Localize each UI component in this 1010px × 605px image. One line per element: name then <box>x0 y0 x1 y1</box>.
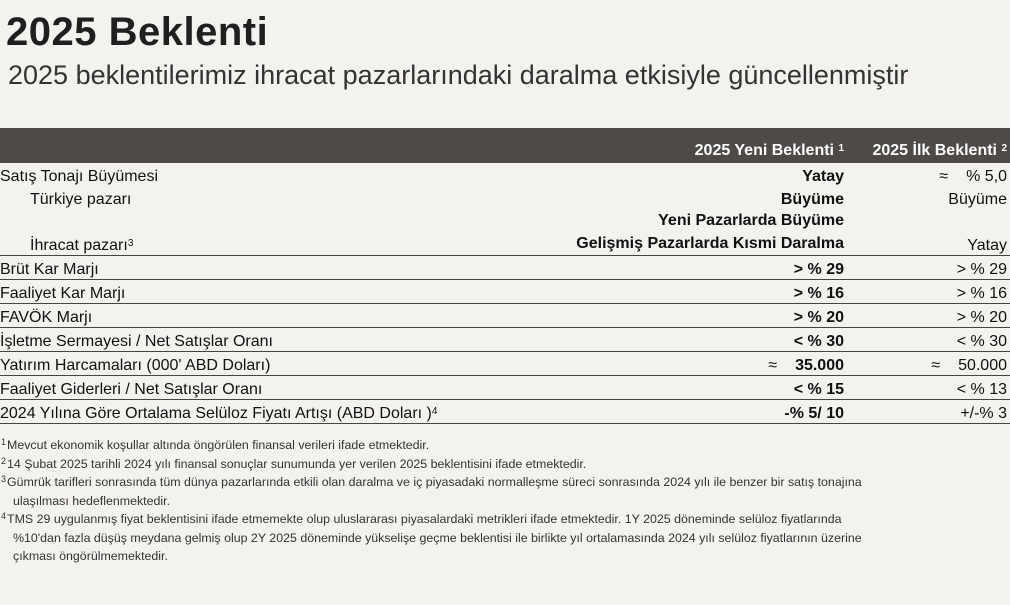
approx-symbol: ≈ <box>931 357 941 374</box>
page-subtitle: 2025 beklentilerimiz ihracat pazarlarındaki daralma etkisiyle güncellenmiştir <box>8 60 909 90</box>
table-row <box>0 163 1010 186</box>
new-value: Yeni Pazarlarda Büyüme Gelişmiş Pazarlarda Kısmi Daralma <box>576 209 847 256</box>
footnote: 3 Gümrük tarifleri sonrasında tüm dünya pazarlarında etkili olan daralma ve iç piyasadaki normalleşme süreci sonrasında 2024 yılı ile benzer bir satış tonajına ulaşılması hedeflenmektedir. <box>1 474 862 508</box>
initial-value: Yatay <box>847 209 1010 256</box>
table-row <box>0 209 1010 256</box>
new-value: < % 15 <box>576 376 847 400</box>
table-row <box>0 352 1010 376</box>
new-value: Yatay <box>802 168 844 185</box>
initial-value: > % 29 <box>847 256 1010 280</box>
row-label: Brüt Kar Marjı <box>0 256 576 280</box>
new-value: > % 16 <box>576 280 847 304</box>
new-value: < % 30 <box>576 328 847 352</box>
approx-symbol: ≈ <box>939 168 949 185</box>
table-row <box>0 256 1010 280</box>
table-row <box>0 328 1010 352</box>
new-value: > % 20 <box>576 304 847 328</box>
expectations-table <box>0 128 1010 424</box>
table-row <box>0 186 1010 209</box>
new-value: ≈ 35.000 <box>576 352 847 376</box>
row-label: 2024 Yılına Göre Ortalama Selüloz Fiyatı Artışı (ABD Doları )$^4$ <box>0 400 576 424</box>
new-value: > % 29 <box>576 256 847 280</box>
table-row <box>0 400 1010 424</box>
row-label: FAVÖK Marjı <box>0 304 576 328</box>
header-initial-expectation: 2025 İlk Beklenti $^2$ <box>847 128 1010 163</box>
header-new-expectation: 2025 Yeni Beklenti $^1$ <box>576 128 847 163</box>
row-label: İşletme Sermayesi / Net Satışlar Oranı <box>0 328 576 352</box>
row-label: Satış Tonajı Büyümesi <box>0 168 159 185</box>
row-label: Türkiye pazarı <box>30 191 132 208</box>
initial-value: ≈ % 5,0 <box>939 168 1007 185</box>
approx-symbol: ≈ <box>768 357 778 374</box>
initial-value: +/-% 3 <box>847 400 1010 424</box>
table-row <box>0 304 1010 328</box>
new-value: Büyüme <box>780 191 844 208</box>
row-label: İhracat pazarı$^3$ <box>0 209 576 256</box>
footnotes <box>1 436 1006 566</box>
footnote: 2 14 Şubat 2025 tarihli 2024 yılı finansal sonuçlar sunumunda yer verilen 2025 beklentisini ifade etmektedir. <box>1 455 587 471</box>
initial-value: Büyüme <box>948 191 1007 208</box>
header-blank <box>0 128 576 163</box>
initial-value: < % 30 <box>847 328 1010 352</box>
table-row <box>0 376 1010 400</box>
row-label: Yatırım Harcamaları (000' ABD Doları) <box>0 352 576 376</box>
initial-value: ≈ 50.000 <box>847 352 1010 376</box>
table-row <box>0 280 1010 304</box>
footnote: 1 Mevcut ekonomik koşullar altında öngörülen finansal verileri ifade etmektedir. <box>1 437 430 452</box>
row-label: Faaliyet Giderleri / Net Satışlar Oranı <box>0 376 576 400</box>
initial-value: < % 13 <box>847 376 1010 400</box>
new-value: -% 5/ 10 <box>576 400 847 424</box>
footnote: 4 TMS 29 uygulanmış fiyat beklentisini ifade etmemekte olup uluslararası piyasalardaki metrikleri ifade etmektedir. 1Y 2025 döneminde selüloz fiyatlarında %10'dan fazla düşüş meydana gelmiş olup 2Y 2025 döneminde yükselişe geçme beklentisi ile birlikte yıl ortalamasında 2024 yılı selüloz fiyatlarının üzerine çıkması öngörülmemektedir. <box>1 511 862 563</box>
initial-value: > % 16 <box>847 280 1010 304</box>
initial-value: > % 20 <box>847 304 1010 328</box>
table-header-row <box>0 128 1010 163</box>
row-label: Faaliyet Kar Marjı <box>0 280 576 304</box>
page-title: 2025 Beklenti <box>6 10 269 54</box>
